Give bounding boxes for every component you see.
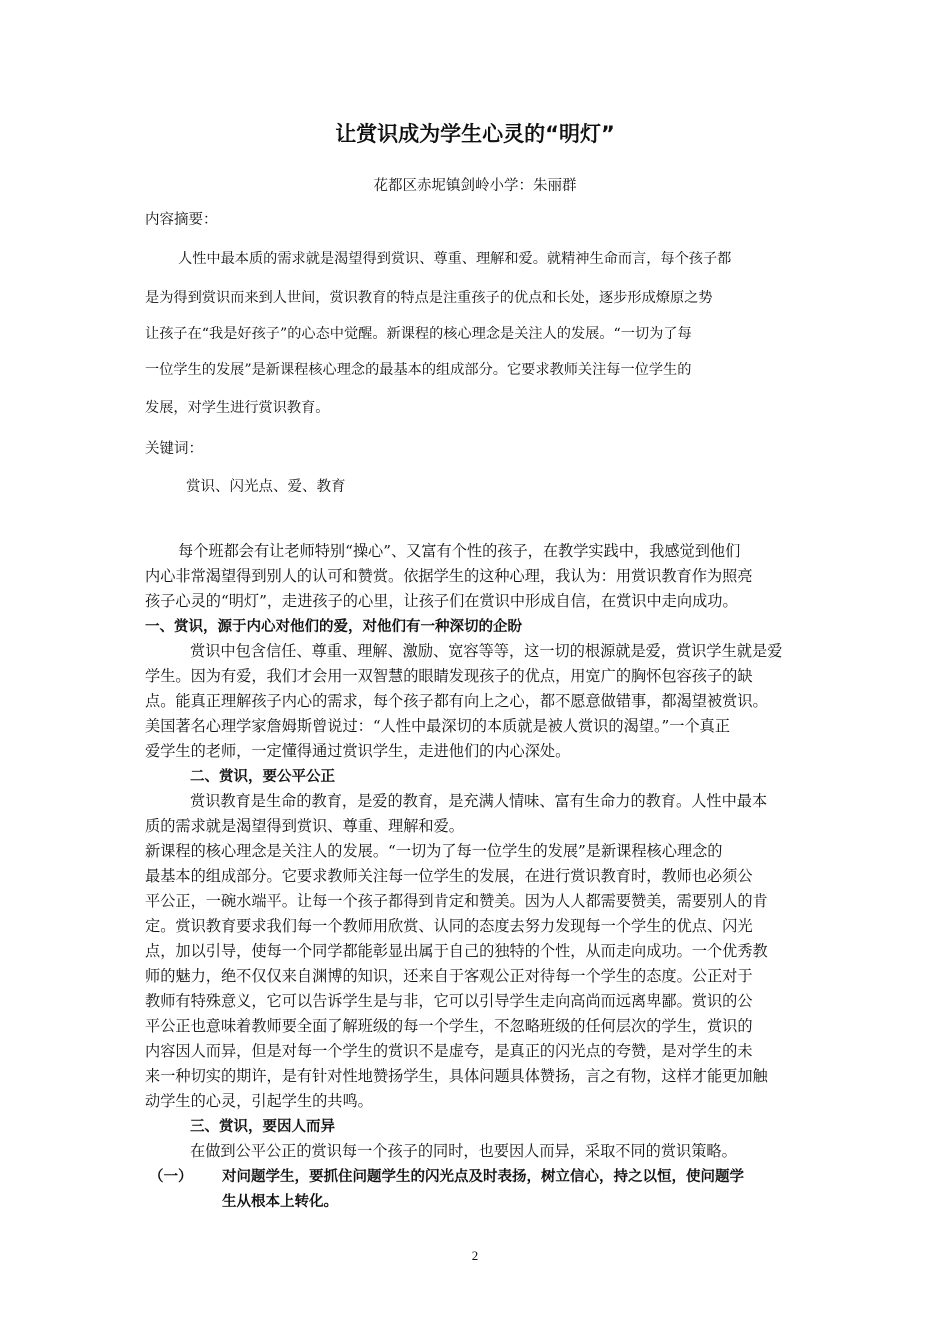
body-line: 新课程的核心理念是关注人的发展。“一切为了每一位学生的发展”是新课程核心理念的 — [145, 842, 723, 860]
body-line: 在做到公平公正的赏识每一个孩子的同时，也要因人而异，采取不同的赏识策略。 — [190, 1142, 737, 1160]
abstract-line: 发展，对学生进行赏识教育。 — [145, 400, 330, 416]
body-line: 平公正，一碗水端平。让每一个孩子都得到肯定和赞美。因为人人都需要赞美，需要别人的肯 — [145, 892, 768, 910]
section-heading: 三、赏识，要因人而异 — [190, 1119, 335, 1135]
author-line: 花都区赤坭镇剑岭小学：朱丽群 — [373, 178, 577, 194]
body-line: 每个班都会有让老师特别“操心”、又富有个性的孩子，在教学实践中，我感觉到他们 — [178, 542, 741, 560]
body-line: 点。能真正理解孩子内心的需求，每个孩子都有向上之心，都不愿意做错事，都渴望被赏识。 — [145, 692, 768, 710]
body-line: 动学生的心灵，引起学生的共鸣。 — [145, 1092, 373, 1110]
body-line: 学生。因为有爱，我们才会用一双智慧的眼睛发现孩子的优点，用宽广的胸怀包容孩子的缺 — [145, 667, 753, 685]
keywords-text: 赏识、闪光点、爱、教育 — [186, 479, 346, 495]
list-item-line: 对问题学生，要抓住问题学生的闪光点及时表扬，树立信心，持之以恒，使问题学 — [222, 1169, 744, 1185]
body-line: 最基本的组成部分。它要求教师关注每一位学生的发展，在进行赏识教育时，教师也必须公 — [145, 867, 753, 885]
body-line: 内心非常渴望得到别人的认可和赞赏。依据学生的这种心理，我认为：用赏识教育作为照亮 — [145, 567, 753, 585]
body-line: 定。赏识教育要求我们每一个教师用欣赏、认同的态度去努力发现每一个学生的优点、闪光 — [145, 917, 753, 935]
page-number: 2 — [471, 1248, 479, 1263]
list-item-number: （一） — [149, 1169, 193, 1185]
body-line: 来一种切实的期许，是有针对性地赞扬学生，具体问题具体赞扬，言之有物，这样才能更加触 — [145, 1067, 768, 1085]
body-line: 赏识中包含信任、尊重、理解、激励、宽容等等，这一切的根源就是爱，赏识学生就是爱 — [190, 642, 783, 660]
keywords-label: 关键词： — [145, 441, 203, 457]
body-line: 美国著名心理学家詹姆斯曾说过：“人性中最深切的本质就是被人赏识的渴望。”一个真正 — [145, 717, 731, 735]
body-line: 平公正也意味着教师要全面了解班级的每一个学生，不忽略班级的任何层次的学生，赏识的 — [145, 1017, 753, 1035]
body-line: 孩子心灵的“明灯”，走进孩子的心里，让孩子们在赏识中形成自信，在赏识中走向成功。 — [145, 592, 738, 610]
body-line: 质的需求就是渴望得到赏识、尊重、理解和爱。 — [145, 817, 464, 835]
abstract-line: 让孩子在“我是好孩子”的心态中觉醒。新课程的核心理念是关注人的发展。“一切为了每 — [145, 326, 692, 342]
abstract-line: 人性中最本质的需求就是渴望得到赏识、尊重、理解和爱。就精神生命而言，每个孩子都 — [178, 251, 732, 267]
abstract-line: 是为得到赏识而来到人世间，赏识教育的特点是注重孩子的优点和长处，逐步形成燎原之势 — [145, 290, 713, 306]
section-heading: 一、赏识，源于内心对他们的爱，对他们有一种深切的企盼 — [145, 619, 522, 635]
body-line: 师的魅力，绝不仅仅来自渊博的知识，还来自于客观公正对待每一个学生的态度。公正对于 — [145, 967, 753, 985]
body-line: 赏识教育是生命的教育，是爱的教育，是充满人情味、富有生命力的教育。人性中最本 — [190, 792, 768, 810]
abstract-label: 内容摘要： — [145, 212, 218, 228]
body-line: 爱学生的老师，一定懂得通过赏识学生，走进他们的内心深处。 — [145, 742, 571, 760]
list-item-line: 生从根本上转化。 — [222, 1194, 338, 1210]
body-line: 内容因人而异，但是对每一个学生的赏识不是虚夸，是真正的闪光点的夸赞，是对学生的未 — [145, 1042, 753, 1060]
body-line: 教师有特殊意义，它可以告诉学生是与非，它可以引导学生走向高尚而远离卑鄙。赏识的公 — [145, 992, 753, 1010]
body-line: 点，加以引导，使每一个同学都能彰显出属于自己的独特的个性，从而走向成功。一个优秀教 — [145, 942, 768, 960]
page-title: 让赏识成为学生心灵的“明灯” — [335, 122, 615, 146]
abstract-line: 一位学生的发展”是新课程核心理念的最基本的组成部分。它要求教师关注每一位学生的 — [145, 362, 692, 378]
section-heading: 二、赏识，要公平公正 — [190, 769, 335, 785]
